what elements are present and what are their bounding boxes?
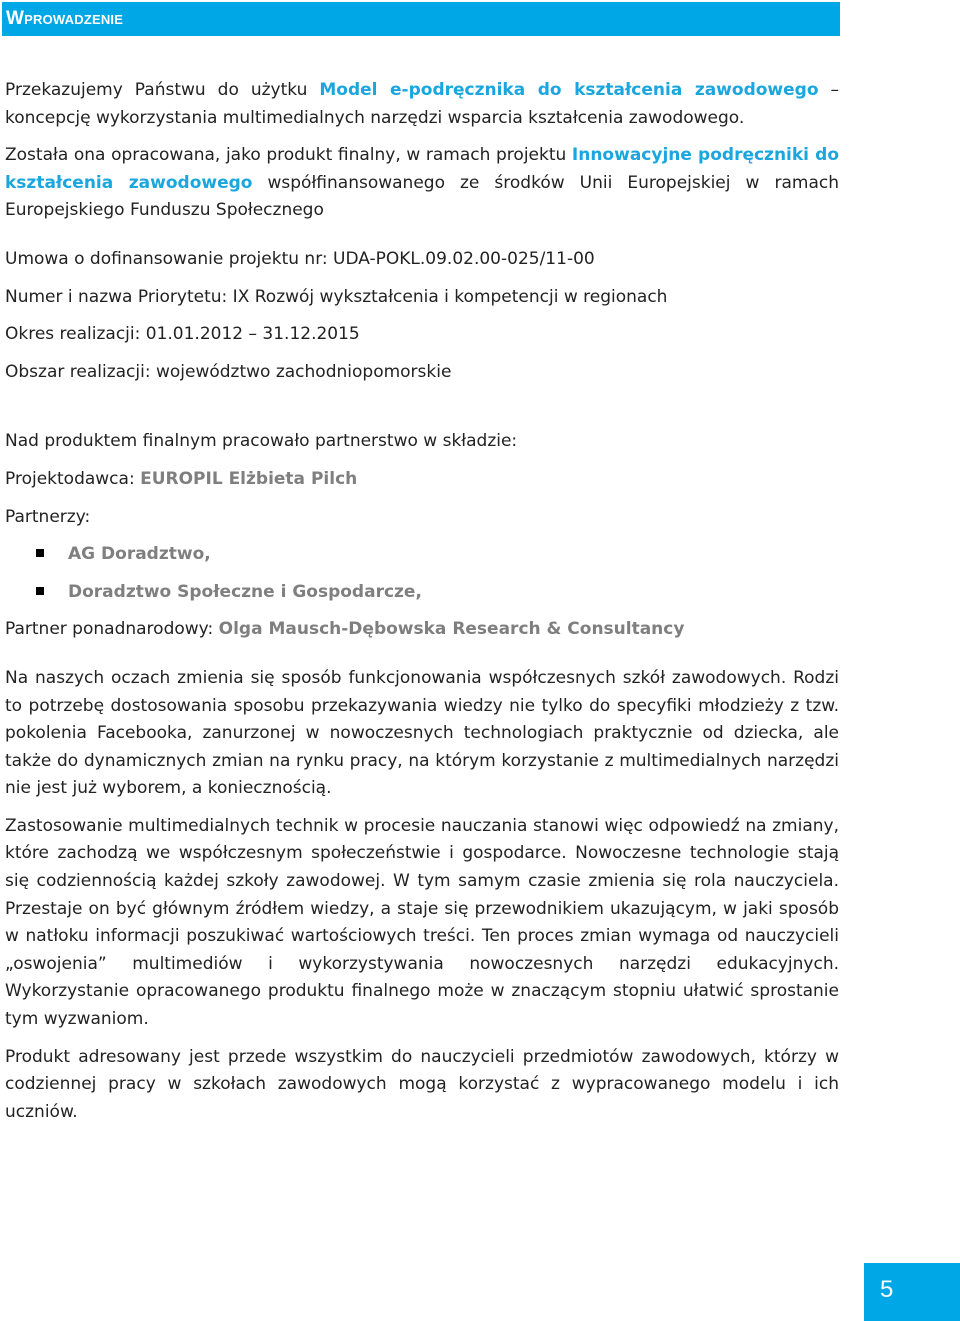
transnational-partner [5, 616, 839, 644]
intro-paragraph-1 [5, 77, 839, 132]
page-number: 5 [880, 1276, 894, 1303]
partner-name: Doradztwo Społeczne i Gospodarcze, [68, 581, 422, 602]
agreement-number: Umowa o dofinansowanie projektu nr: UDA-POKL.09.02.00-025/11-00 [5, 248, 595, 269]
list-item [5, 541, 839, 569]
priority-name: Numer i nazwa Priorytetu: IX Rozwój wykształcenia i kompetencji w regionach [5, 286, 668, 307]
list-item [5, 579, 839, 607]
intro-text: Została ona opracowana, jako produkt finalny, w ramach projektu [5, 145, 572, 166]
body-paragraph-3: Produkt adresowany jest przede wszystkim do nauczycieli przedmiotów zawodowych, którzy w codziennej pracy w szkołach zawodowych mogą korzystać z wypracowanego modelu i ich uczniów. [5, 1046, 839, 1122]
page-number-badge [864, 1263, 960, 1321]
intro-paragraph-2 [5, 142, 839, 225]
intro-text: Przekazujemy Państwu do użytku [5, 80, 320, 100]
body-paragraph-1: Na naszych oczach zmienia się sposób funkcjonowania współczesnych szkół zawodowych. Rodzi to potrzebę dostosowania sposobu przekazywania wiedzy nie tylko do specyfiki młodzieży z tzw. pokolenia Facebooka, zanurzonej w nowoczesnych technologiach praktycznie od dziecka, ale także do dynamicznych zmian na rynku pracy, na którym korzystanie z multimedialnych narzędzi nie jest już wyborem, a koniecznością. [5, 667, 839, 799]
project-title: Innowacyjne podręczniki do kształcenia zawodowego [5, 145, 839, 193]
lead-name: EUROPIL Elżbieta Pilch [140, 468, 358, 489]
project-area: Obszar realizacji: województwo zachodniopomorskie [5, 361, 452, 382]
section-header-bar [2, 2, 840, 36]
partnership-intro: Nad produktem finalnym pracowało partnerstwo w składzie: [5, 431, 518, 452]
partners-list [5, 541, 839, 606]
lead-label: Projektodawca: [5, 468, 141, 489]
square-bullet-icon [36, 587, 44, 595]
partner-name: AG Doradztwo, [68, 544, 211, 565]
model-title: Model e-podręcznika do kształcenia zawodowego [319, 80, 819, 100]
document-content [5, 77, 839, 1126]
section-title: Wprowadzenie [6, 8, 124, 29]
intro-text: współfinansowanego ze środków Unii Europejskiej w ramach Europejskiego Funduszu Społecznego [5, 172, 839, 221]
body-paragraph-2: Zastosowanie multimedialnych technik w procesie nauczania stanowi więc odpowiedź na zmiany, które zachodzą we współczesnym społeczeństwie i gospodarce. Nowoczesne technologie stają się codziennością każdej szkoły zawodowej. W tym samym czasie zmienia się rola nauczyciela. Przestaje on być głównym źródłem wiedzy, a staje się przewodnikiem ukazującym, w jaki sposób w natłoku informacji poszukiwać wartościowych treści. Ten proces zmian wymaga od nauczycieli „oswojenia” multimediów i wykorzystywania nowoczesnych narzędzi edukacyjnych. Wykorzystanie opracowanego produktu finalnego może w znaczącym stopniu ułatwić sprostanie tym wyzwaniom. [5, 815, 839, 1030]
partners-label: Partnerzy: [5, 506, 91, 527]
transnational-name: Olga Mausch-Dębowska Research & Consultancy [218, 619, 685, 640]
transnational-label: Partner ponadnarodowy: [5, 619, 219, 640]
square-bullet-icon [36, 549, 44, 557]
project-lead [5, 466, 839, 494]
project-period: Okres realizacji: 01.01.2012 – 31.12.2015 [5, 324, 360, 345]
intro-text: – koncepcję wykorzystania multimedialnych narzędzi wsparcia kształcenia zawodowego. [5, 80, 839, 128]
